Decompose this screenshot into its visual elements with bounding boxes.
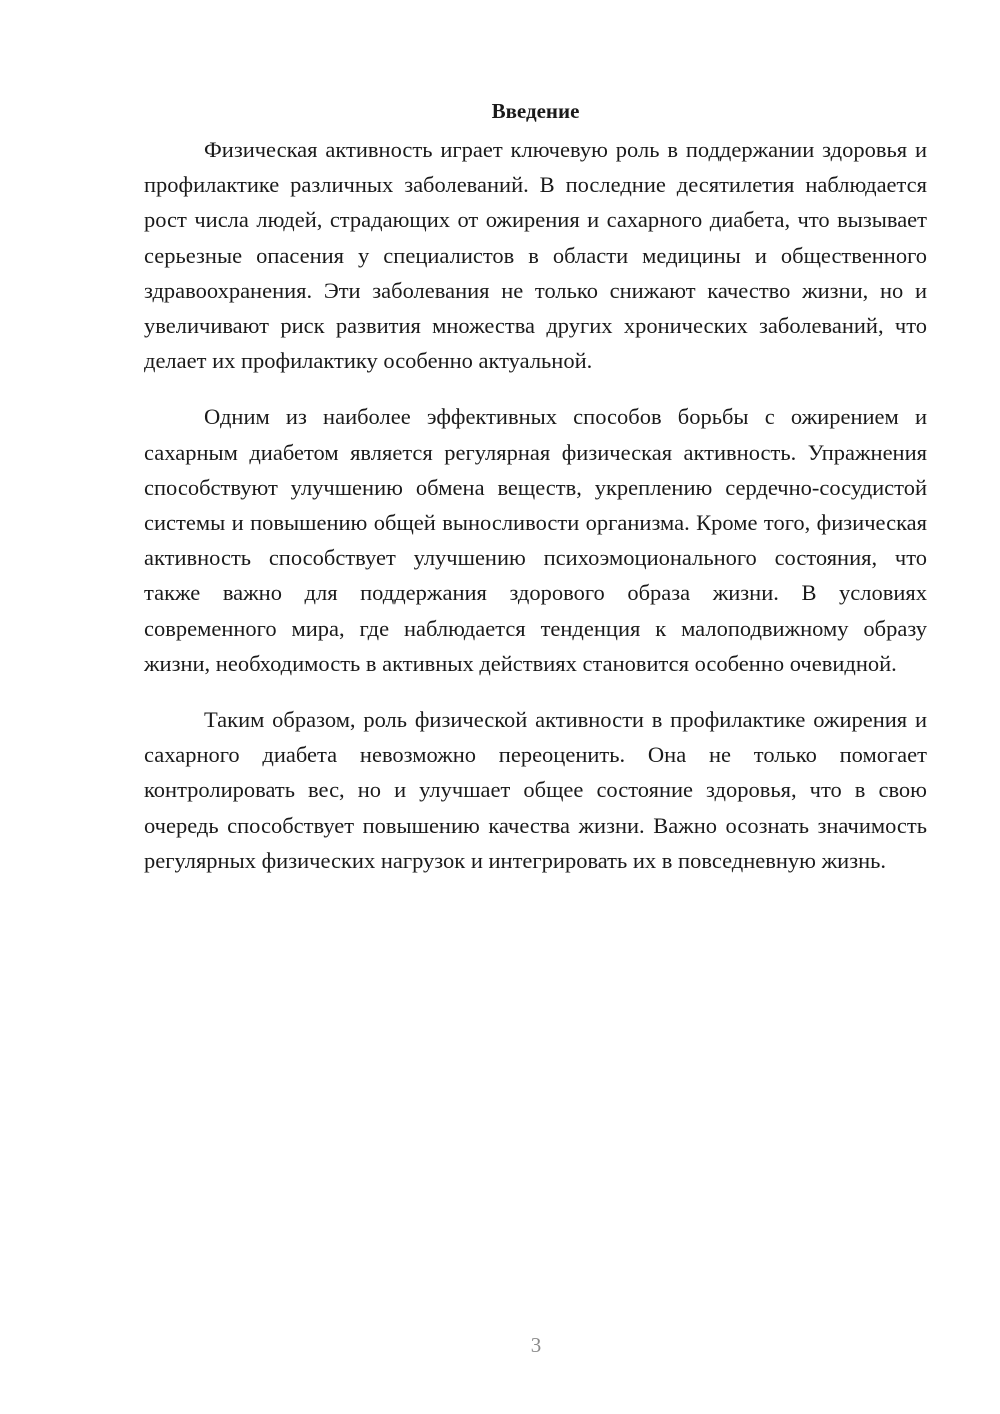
paragraph-3: Таким образом, роль физической активности в профилактике ожирения и сахарного диабета невозможно переоценить. Она не только помогает контролировать вес, но и улучшает общее состояние здоровья, что в свою очередь способствует повышению качества жизни. Важно осознать значимость регулярных физических нагрузок и интегрировать их в повседневную жизнь. xyxy=(144,707,927,873)
paragraph-2: Одним из наиболее эффективных способов борьбы с ожирением и сахарным диабетом является регулярная физическая активность. Упражнения способствуют улучшению обмена веществ, укреплению сердечно-сосудистой системы и повышению общей выносливости организма. Кроме того, физическая активность способствует улучшению психоэмоционального состояния, что также важно для поддержания здорового образа жизни. В условиях современного мира, где наблюдается тенденция к малоподвижному образу жизни, необходимость в активных действиях становится особенно очевидной. xyxy=(144,404,927,676)
page-content xyxy=(144,96,927,899)
section-heading: Введение xyxy=(491,99,580,123)
paragraph-1: Физическая активность играет ключевую роль в поддержании здоровья и профилактике различных заболеваний. В последние десятилетия наблюдается рост числа людей, страдающих от ожирения и сахарного диабета, что вызывает серьезные опасения у специалистов в области медицины и общественного здравоохранения. Эти заболевания не только снижают качество жизни, но и увеличивают риск развития множества других хронических заболеваний, что делает их профилактику особенно актуальной. xyxy=(144,137,927,374)
page-number: 3 xyxy=(530,1333,542,1357)
